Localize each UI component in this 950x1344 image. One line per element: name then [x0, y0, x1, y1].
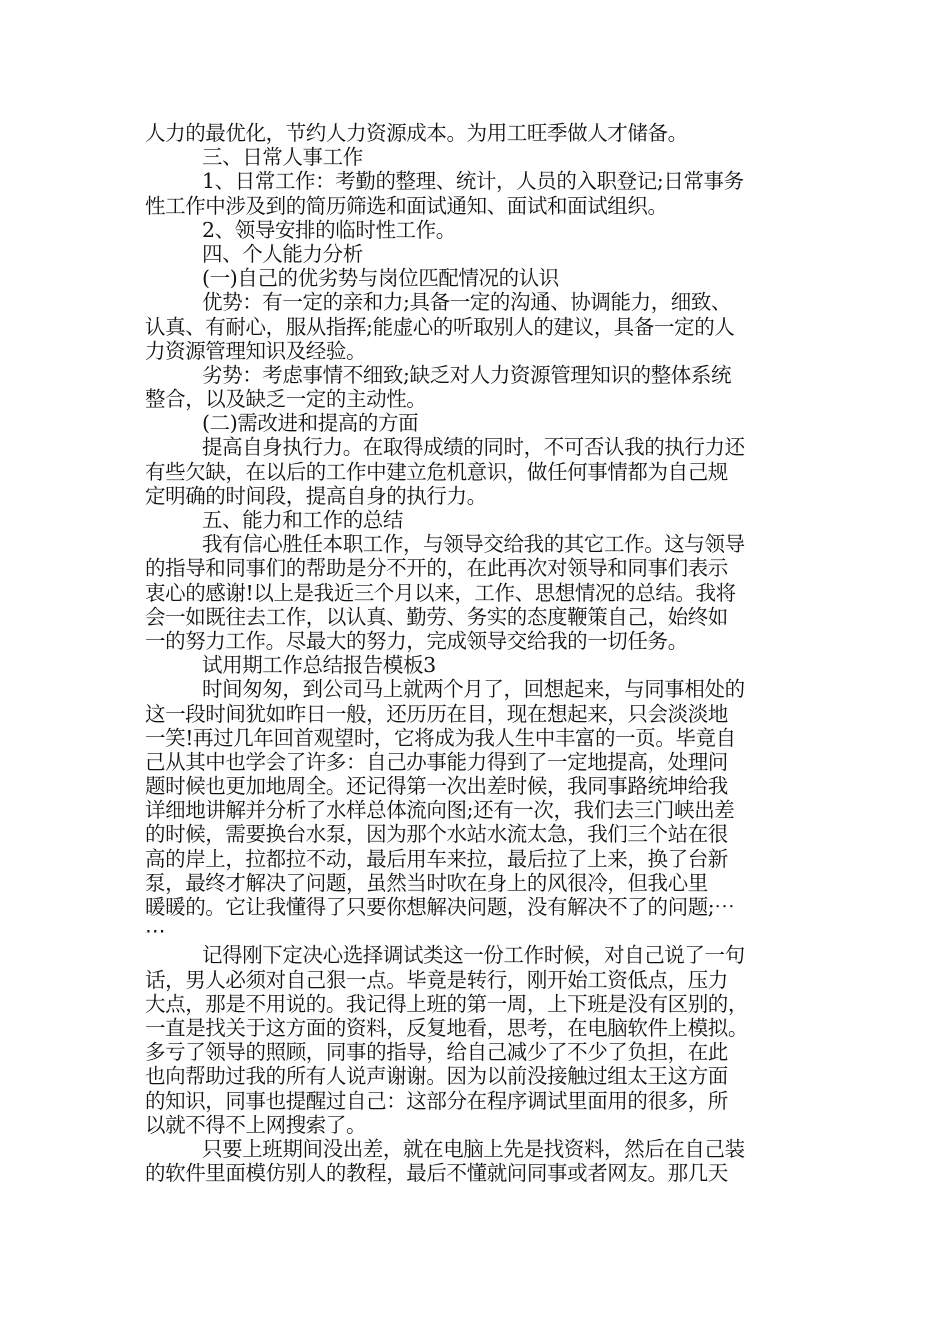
- text-line: 的时候，需要换台水泵，因为那个水站水流太急，我们三个站在很: [145, 822, 728, 847]
- text-line: 这一段时间犹如昨日一般，还历历在目，现在想起来，只会淡淡地: [145, 701, 728, 726]
- text-line: 五、能力和工作的总结: [202, 508, 403, 532]
- text-line: 记得刚下定决心选择调试类这一份工作时候，对自己说了一句: [202, 943, 745, 968]
- text-line: 己从其中也学会了许多：自己办事能力得到了一定地提高，处理问: [145, 749, 728, 774]
- text-line: 提高自身执行力。在取得成绩的同时，不可否认我的执行力还: [202, 435, 745, 460]
- text-line: 暖暖的。它让我懂得了只要你想解决问题，没有解决不了的问题;⋯: [145, 895, 735, 919]
- text-line: 三、日常人事工作: [202, 145, 363, 170]
- text-line: 1、日常工作：考勤的整理、统计，人员的入职登记;日常事务: [202, 169, 744, 194]
- text-line: 整合，以及缺乏一定的主动性。: [145, 387, 427, 412]
- text-line: 题时候也更加地周全。还记得第一次出差时候，我同事路统坤给我: [145, 774, 728, 799]
- text-line: ⋯: [145, 919, 166, 944]
- text-line: 只要上班期间没出差，就在电脑上先是找资料，然后在自己装: [202, 1136, 745, 1161]
- text-line: 优势：有一定的亲和力;具备一定的沟通、协调能力，细致、: [202, 290, 732, 315]
- text-line: 性工作中涉及到的简历筛选和面试通知、面试和面试组织。: [145, 193, 668, 218]
- text-line: (二)需改进和提高的方面: [202, 411, 419, 436]
- text-line: 定明确的时间段，提高自身的执行力。: [145, 483, 487, 508]
- text-line: 劣势：考虑事情不细致;缺乏对人力资源管理知识的整体系统: [202, 362, 732, 387]
- text-line: 的指导和同事们的帮助是分不开的，在此再次对领导和同事们表示: [145, 556, 728, 581]
- text-line: 的知识，同事也提醒过自己：这部分在程序调试里面用的很多，所: [145, 1088, 728, 1113]
- document-body: [145, 121, 805, 1185]
- text-line: 的软件里面模仿别人的教程，最后不懂就问同事或者网友。那几天: [145, 1161, 728, 1186]
- text-line: 泵，最终才解决了问题，虽然当时吹在身上的风很冷，但我心里: [145, 870, 708, 895]
- text-line: 话，男人必须对自己狠一点。毕竟是转行，刚开始工资低点，压力: [145, 967, 728, 992]
- text-line: 会一如既往去工作，以认真、勤劳、务实的态度鞭策自己，始终如: [145, 604, 728, 629]
- text-line: 衷心的感谢!以上是我近三个月以来，工作、思想情况的总结。我将: [145, 580, 736, 605]
- text-line: 试用期工作总结报告模板3: [202, 653, 436, 678]
- text-line: 一笑!再过几年回首观望时，它将成为我人生中丰富的一页。毕竟自: [145, 725, 736, 750]
- text-line: 一直是找关于这方面的资料，反复地看，思考，在电脑软件上模拟。: [145, 1015, 748, 1040]
- text-line: 时间匆匆，到公司马上就两个月了，回想起来，与同事相处的: [202, 677, 745, 702]
- text-line: 我有信心胜任本职工作，与领导交给我的其它工作。这与领导: [202, 532, 745, 557]
- text-line: 认真、有耐心，服从指挥;能虚心的听取别人的建议，具备一定的人: [145, 314, 735, 339]
- text-line: 也向帮助过我的所有人说声谢谢。因为以前没接触过组太王这方面: [145, 1064, 728, 1089]
- text-line: 一的努力工作。尽最大的努力，完成领导交给我的一切任务。: [145, 628, 688, 653]
- text-line: 多亏了领导的照顾，同事的指导，给自己减少了不少了负担，在此: [145, 1040, 728, 1065]
- text-line: 人力的最优化，节约人力资源成本。为用工旺季做人才储备。: [145, 121, 688, 145]
- text-line: 高的岸上，拉都拉不动，最后用车来拉，最后拉了上来，换了台新: [145, 846, 728, 871]
- text-line: 有些欠缺，在以后的工作中建立危机意识，做任何事情都为自己规: [145, 459, 728, 484]
- text-line: 详细地讲解并分析了水样总体流向图;还有一次，我们去三门峡出差: [145, 798, 735, 823]
- text-line: 2、领导安排的临时性工作。: [202, 217, 456, 242]
- text-line: 以就不得不上网搜索了。: [145, 1112, 367, 1137]
- text-line: 大点，那是不用说的。我记得上班的第一周，上下班是没有区别的，: [145, 991, 748, 1016]
- text-line: 四、个人能力分析: [202, 241, 363, 266]
- text-line: (一)自己的优劣势与岗位匹配情况的认识: [202, 266, 559, 291]
- text-line: 力资源管理知识及经验。: [145, 338, 367, 363]
